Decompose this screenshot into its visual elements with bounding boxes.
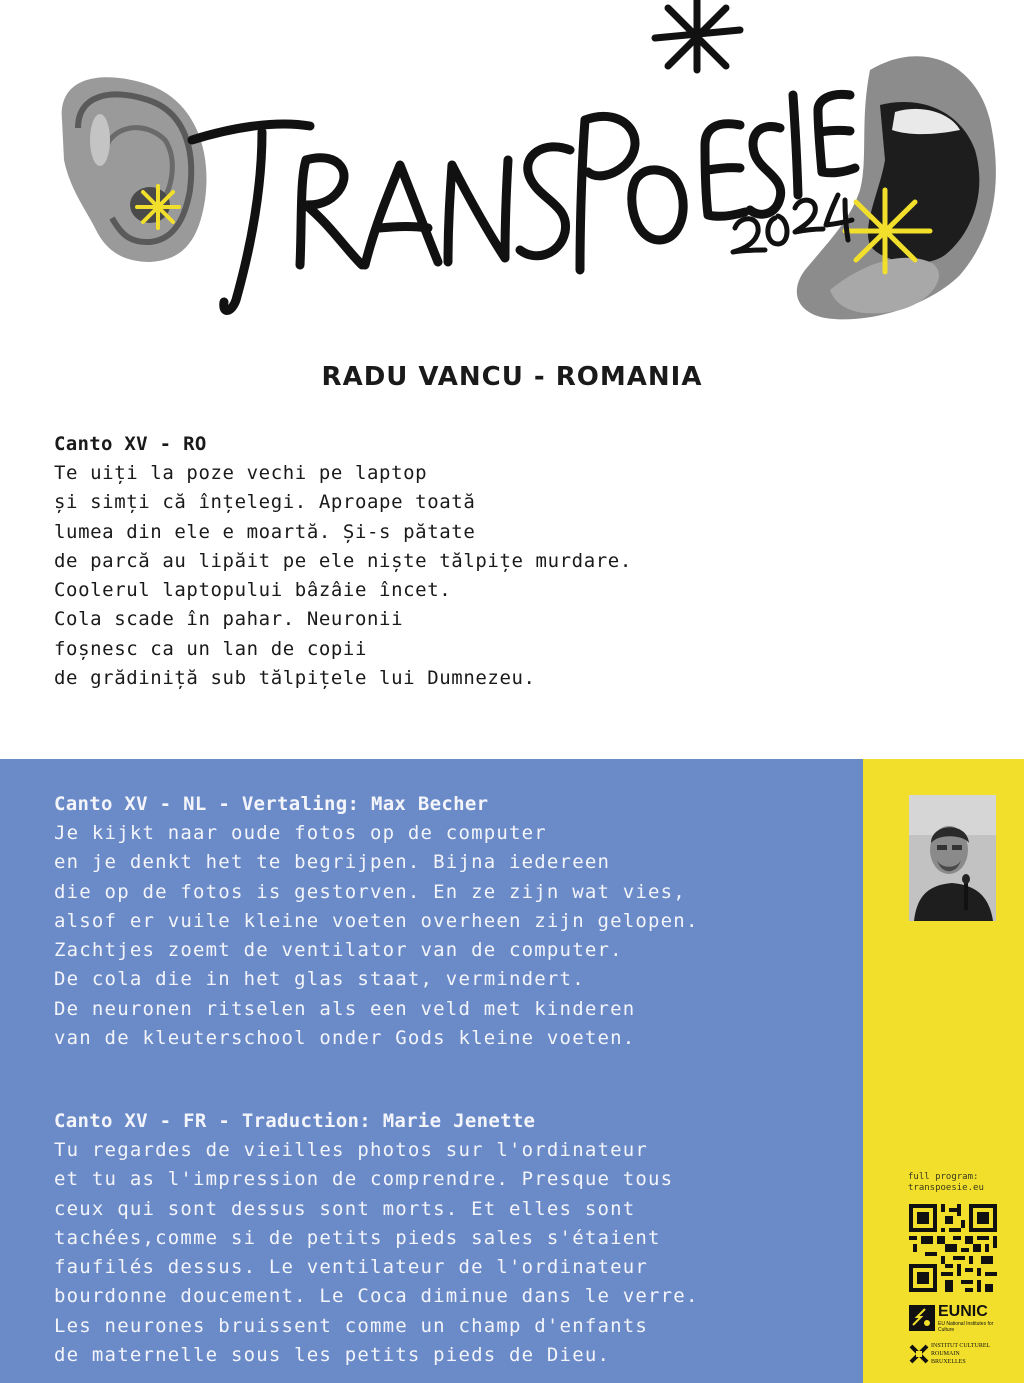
- poem-romanian: [54, 430, 854, 693]
- poem-title: Canto XV - NL - Vertaling: Max Becher: [54, 793, 489, 815]
- eunic-name: EUNIC: [938, 1303, 988, 1320]
- poem-line: Les neurones bruissent comme un champ d'enfants: [54, 1314, 649, 1337]
- star-icon: [137, 186, 179, 228]
- header-banner: [0, 0, 1024, 350]
- poem-line: de maternelle sous les petits pieds de Dieu.: [54, 1344, 611, 1367]
- author-photo: [909, 795, 996, 921]
- author-heading: RADU VANCU - ROMANIA: [321, 362, 703, 392]
- ear-illustration: [62, 77, 207, 262]
- poem-line: Cola scade în pahar. Neuronii: [54, 608, 404, 631]
- poem-line: en je denkt het te begrijpen. Bijna iedereen: [54, 851, 611, 874]
- star-icon: [845, 190, 930, 272]
- poem-line: foșnesc ca un lan de copii: [54, 637, 368, 660]
- eunic-mark-icon: [909, 1305, 935, 1331]
- poem-line: alsof er vuile kleine voeten overheen zijn gelopen.: [54, 909, 699, 932]
- eunic-logo: [909, 1303, 1009, 1337]
- poem-line: Tu regardes de vieilles photos sur l'ordinateur: [54, 1139, 649, 1161]
- qr-code[interactable]: [909, 1204, 997, 1292]
- poem-line: De cola die in het glas staat, vermindert.: [54, 968, 585, 991]
- program-label: full program:: [908, 1172, 979, 1182]
- poem-line: die op de fotos is gestorven. En ze zijn wat vies,: [54, 880, 686, 903]
- poem-line: Te uiți la poze vechi pe laptop: [54, 462, 428, 484]
- icr-logo: [909, 1342, 1009, 1370]
- poem-line: Zachtjes zoemt de ventilator van de computer.: [54, 939, 623, 962]
- poem-line: faufilés dessus. Le ventilateur de l'ordinateur: [54, 1256, 649, 1279]
- star-icon: [655, 0, 740, 70]
- poem-line: ceux qui sont dessus sont morts. Et elles sont: [54, 1197, 636, 1220]
- program-info: [908, 1172, 1008, 1194]
- poem-line: lumea din ele e moartă. Și-s pătate: [54, 520, 476, 543]
- poem-line: De neuronen ritselen als een veld met kinderen: [54, 997, 636, 1020]
- transpoesie-logo: [0, 0, 1024, 350]
- poem-line: bourdonne doucement. Le Coca diminue dans le verre.: [54, 1285, 699, 1308]
- poem-title: Canto XV - FR - Traduction: Marie Jenette: [54, 1110, 536, 1132]
- poem-french: [54, 1107, 854, 1370]
- poem-line: et tu as l'impression de comprendre. Presque tous: [54, 1168, 674, 1191]
- poem-line: van de kleuterschool onder Gods kleine voeten.: [54, 1027, 636, 1050]
- poem-title: Canto XV - RO: [54, 433, 207, 455]
- wordmark-strokes: [192, 94, 855, 310]
- icr-mark-icon: [909, 1344, 929, 1364]
- eunic-subtitle: EU National Institutes for Culture: [938, 1321, 994, 1333]
- poem-line: Je kijkt naar oude fotos op de computer: [54, 822, 547, 844]
- poem-dutch: [54, 790, 854, 1053]
- poem-line: de grădiniță sub tălpițele lui Dumnezeu.: [54, 667, 536, 690]
- icr-text: INSTITUT CULTUREL ROUMAIN BRUXELLES: [931, 1343, 991, 1365]
- poem-line: Coolerul laptopului bâzâie încet.: [54, 579, 452, 602]
- poem-line: și simți că înțelegi. Aproape toată: [54, 491, 476, 514]
- poem-line: tachées,comme si de petits pieds sales s'étaient: [54, 1226, 661, 1249]
- program-url[interactable]: transpoesie.eu: [908, 1183, 984, 1193]
- poem-line: de parcă au lipăit pe ele niște tălpițe murdare.: [54, 549, 632, 572]
